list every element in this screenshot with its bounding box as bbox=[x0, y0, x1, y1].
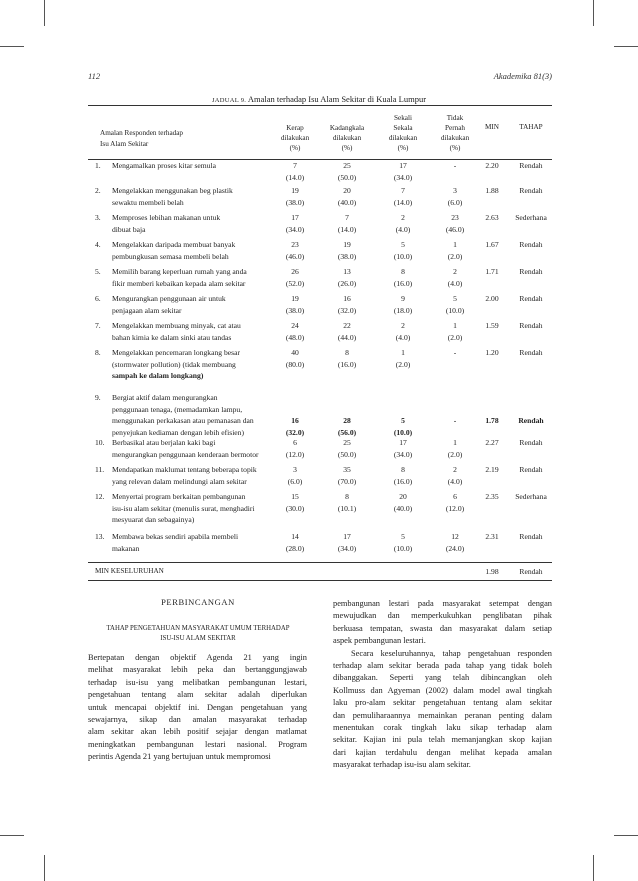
row-description: yang relevan dalam melindungi alam sekitar bbox=[112, 476, 247, 486]
row-description: mengurangkan penggunaan kenderaan bermotor bbox=[112, 449, 259, 459]
cell-kadang-percent: (38.0) bbox=[337, 251, 357, 261]
row-description: bahan kimia ke dalam sinki atau tandas bbox=[112, 332, 232, 342]
cell-sekali-percent: (16.0) bbox=[393, 476, 413, 486]
body-line: dari kajian terdahulu dengan melihat kepada amalan bbox=[333, 747, 552, 757]
column-header-sekali: dilakukan bbox=[388, 134, 418, 142]
row-number: 6. bbox=[95, 294, 101, 303]
row-number: 5. bbox=[95, 267, 101, 276]
row-number: 1. bbox=[95, 161, 101, 170]
body-line: Bertepatan dengan objektif Agenda 21 yang ingin bbox=[88, 653, 307, 662]
cell-sekali-percent: (16.0) bbox=[393, 278, 413, 288]
cell-kerap-count: 17 bbox=[291, 213, 299, 222]
body-line: dan pemuliharaannya memainkan peranan penting dalam bbox=[333, 710, 552, 720]
cell-kerap-count: 19 bbox=[291, 294, 299, 303]
column-header-sekali: Sekala bbox=[393, 124, 413, 132]
cell-tahap: Rendah bbox=[519, 240, 543, 249]
column-header-tidak: Pernah bbox=[445, 124, 465, 132]
cell-kerap-count: 24 bbox=[291, 321, 299, 330]
row-description: mesyuarat dan sebagainya) bbox=[112, 515, 195, 524]
cell-sekali-percent: (10.0) bbox=[393, 251, 413, 261]
cell-kerap-percent: (46.0) bbox=[285, 251, 305, 261]
subsection-heading-line: TAHAP PENGETAHUAN MASYARAKAT UMUM TERHADAP bbox=[106, 625, 290, 632]
crop-mark bbox=[614, 46, 638, 47]
cell-tahap: Rendah bbox=[519, 438, 543, 447]
body-line: untuk mencapai objektif ini. Dengan pengetahuan yang bbox=[88, 702, 307, 712]
total-min: 1.98 bbox=[485, 567, 499, 576]
total-label: MIN KESELURUHAN bbox=[95, 567, 164, 575]
cell-kerap-percent: (52.0) bbox=[285, 278, 305, 288]
cell-min: 2.35 bbox=[485, 492, 499, 501]
cell-kadang-percent: (26.0) bbox=[337, 278, 357, 288]
cell-kerap-count: 6 bbox=[293, 438, 297, 447]
row-number: 11. bbox=[95, 465, 105, 474]
total-tahap: Rendah bbox=[519, 567, 543, 576]
body-line: laku pro-alam sekitar pengetahuan tentang alam sekitar bbox=[333, 698, 552, 708]
cell-kadang-count: 7 bbox=[345, 213, 349, 222]
body-line: aspek pembangunan lestari. bbox=[333, 636, 426, 646]
column-header-tahap: TAHAP bbox=[519, 123, 543, 131]
cell-sekali-percent: (40.0) bbox=[393, 503, 413, 513]
cell-tidak-count: 12 bbox=[451, 532, 459, 541]
row-description: fikir memberi kebaikan kepada alam sekitar bbox=[112, 278, 246, 288]
crop-mark bbox=[44, 855, 45, 881]
column-header-tidak: dilakukan bbox=[440, 134, 470, 142]
cell-kadang-percent: (56.0) bbox=[337, 427, 357, 437]
cell-sekali-count: 5 bbox=[401, 416, 405, 425]
row-description: Mengelakkan daripada membuat banyak bbox=[112, 240, 236, 249]
cell-kadang-percent: (50.0) bbox=[337, 449, 357, 459]
cell-sekali-count: 8 bbox=[401, 267, 405, 276]
cell-min: 2.63 bbox=[485, 213, 499, 222]
cell-min: 1.59 bbox=[485, 321, 499, 330]
cell-tidak-count: 23 bbox=[451, 213, 459, 222]
body-line: masyarakat terhadap isu-isu alam sekitar. bbox=[333, 760, 471, 770]
cell-tidak-count: 5 bbox=[453, 294, 457, 303]
cell-kerap-count: 15 bbox=[291, 492, 299, 501]
cell-kadang-percent: (70.0) bbox=[337, 476, 357, 486]
row-number: 9. bbox=[95, 393, 101, 402]
body-line: pembangunan lestari pada masyarakat setempat dengan bbox=[333, 599, 552, 608]
body-line: Kollmuss dan Agyeman (2002) dalam model awal tingkah bbox=[333, 685, 552, 695]
cell-kadang-percent: (14.0) bbox=[337, 224, 357, 234]
body-line: sewajarnya, sikap dan amalan masyarakat terhadap bbox=[88, 715, 307, 725]
cell-kerap-count: 7 bbox=[293, 161, 297, 170]
row-description: Membawa bekas sendiri apabila membeli bbox=[112, 532, 239, 541]
cell-tahap: Rendah bbox=[519, 321, 543, 330]
cell-tidak-count: 1 bbox=[453, 321, 457, 330]
row-description: Mengelakkan membuang minyak, cat atau bbox=[112, 321, 241, 330]
cell-min: 2.00 bbox=[485, 294, 499, 303]
row-description: Mengelakkan menggunakan beg plastik bbox=[112, 186, 233, 195]
column-header-sekali: (%) bbox=[397, 144, 409, 152]
journal-title: Akademika 81(3) bbox=[493, 71, 552, 81]
cell-sekali-percent: (4.0) bbox=[395, 224, 411, 234]
cell-sekali-percent: (4.0) bbox=[395, 332, 411, 342]
row-description: sewaktu membeli belah bbox=[112, 197, 184, 207]
cell-tidak-count: 3 bbox=[453, 186, 457, 195]
cell-tidak-count: 1 bbox=[453, 240, 457, 249]
cell-sekali-count: 9 bbox=[401, 294, 405, 303]
column-header-kerap: dilakukan bbox=[280, 134, 310, 142]
cell-kerap-percent: (38.0) bbox=[285, 305, 305, 315]
cell-kerap-percent: (34.0) bbox=[285, 224, 305, 234]
cell-kadang-count: 8 bbox=[345, 492, 349, 501]
cell-kadang-count: 16 bbox=[343, 294, 351, 303]
body-line: meningkatkan pembangunan lestari nasional. Program bbox=[88, 739, 307, 749]
column-header-kerap: (%) bbox=[289, 144, 301, 152]
cell-min: 1.20 bbox=[485, 348, 499, 357]
cell-sekali-count: 5 bbox=[401, 532, 405, 541]
row-number: 10. bbox=[95, 438, 105, 447]
column-header-min: MIN bbox=[485, 123, 499, 131]
table-caption bbox=[0, 94, 638, 104]
cell-kerap-percent: (38.0) bbox=[285, 197, 305, 207]
row-number: 7. bbox=[95, 321, 101, 330]
column-header-practice: Amalan Responden terhadap bbox=[100, 129, 184, 137]
row-number: 4. bbox=[95, 240, 101, 249]
column-header-tidak: Tidak bbox=[446, 114, 464, 122]
cell-kerap-count: 23 bbox=[291, 240, 299, 249]
cell-sekali-count: 1 bbox=[401, 348, 405, 357]
cell-tidak-percent: (6.0) bbox=[447, 197, 463, 207]
cell-kerap-count: 26 bbox=[291, 267, 299, 276]
crop-mark bbox=[614, 835, 638, 836]
cell-sekali-percent: (34.0) bbox=[393, 172, 413, 182]
cell-kadang-percent: (16.0) bbox=[337, 359, 357, 369]
cell-sekali-count: 17 bbox=[399, 438, 407, 447]
cell-kadang-count: 8 bbox=[345, 348, 349, 357]
row-description: Mengamalkan proses kitar semula bbox=[112, 161, 216, 170]
column-header-sekali: Sekali bbox=[394, 114, 412, 122]
cell-min: 2.31 bbox=[485, 532, 499, 541]
cell-kadang-count: 25 bbox=[343, 161, 351, 170]
body-line: sekitar. Kajian ini pula telah memanjangkan skop kajian bbox=[333, 735, 552, 745]
column-header-kadang: dilakukan bbox=[332, 134, 362, 142]
row-description: penjagaan alam sekitar bbox=[112, 305, 182, 315]
cell-min: 1.88 bbox=[485, 186, 499, 195]
cell-kadang-count: 17 bbox=[343, 532, 351, 541]
column-header-kerap: Kerap bbox=[286, 124, 304, 132]
section-heading: PERBINCANGAN bbox=[161, 597, 235, 607]
cell-kadang-percent: (44.0) bbox=[337, 332, 357, 342]
cell-min: 2.27 bbox=[485, 438, 499, 447]
row-number: 13. bbox=[95, 532, 105, 541]
cell-tahap: Sederhana bbox=[515, 213, 547, 222]
row-description: Mendapatkan maklumat tentang beberapa topik bbox=[112, 465, 257, 474]
cell-kadang-count: 25 bbox=[343, 438, 351, 447]
body-line: menentukan corak tingkah laku sikap terhadap alam bbox=[333, 723, 552, 733]
cell-tidak-percent: (2.0) bbox=[447, 449, 463, 459]
cell-sekali-percent: (18.0) bbox=[393, 305, 413, 315]
row-description: (stormwater pollution) (tidak membuang bbox=[112, 359, 236, 369]
cell-sekali-percent: (10.0) bbox=[393, 427, 413, 437]
column-header-kadang: (%) bbox=[341, 144, 353, 152]
cell-tidak-count: - bbox=[453, 416, 457, 425]
table-rule bbox=[88, 105, 552, 106]
crop-mark bbox=[593, 0, 594, 26]
row-description: makanan bbox=[112, 543, 140, 553]
cell-kerap-percent: (32.0) bbox=[285, 427, 305, 437]
crop-mark bbox=[593, 855, 594, 881]
body-line: alam sekitar akan lebih positif sejajar dengan matlamat bbox=[88, 727, 307, 737]
row-description: Memproses lebihan makanan untuk bbox=[112, 213, 221, 222]
cell-tidak-count: 2 bbox=[453, 465, 457, 474]
body-text-right bbox=[333, 598, 552, 772]
body-line: dibanggakan. Seperti yang telah dibincangkan oleh bbox=[333, 673, 552, 683]
cell-sekali-count: 17 bbox=[399, 161, 407, 170]
cell-tahap: Rendah bbox=[519, 348, 543, 357]
body-line: terhadap isu-isu yang melibatkan pembangunan lestari, bbox=[88, 677, 307, 687]
cell-kerap-count: 16 bbox=[291, 416, 299, 425]
cell-kadang-count: 35 bbox=[343, 465, 351, 474]
cell-min: 1.67 bbox=[485, 240, 499, 249]
cell-sekali-count: 20 bbox=[399, 492, 407, 501]
cell-tahap: Rendah bbox=[519, 186, 543, 195]
crop-mark bbox=[44, 0, 45, 26]
page-number: 112 bbox=[88, 71, 101, 81]
cell-min: 2.20 bbox=[485, 161, 499, 170]
cell-tidak-count: 1 bbox=[453, 438, 457, 447]
cell-tidak-percent: (24.0) bbox=[445, 543, 465, 553]
table-caption-label: JADUAL 9. bbox=[211, 97, 247, 104]
row-description: menggunakan perkakasan atau pemanasan dan bbox=[112, 416, 254, 425]
cell-min: 2.19 bbox=[485, 465, 499, 474]
cell-tahap: Rendah bbox=[519, 294, 543, 303]
cell-kadang-percent: (34.0) bbox=[337, 543, 357, 553]
table-rule bbox=[88, 562, 552, 563]
body-line: Secara keseluruhannya, tahap pengetahuan responden bbox=[351, 648, 552, 658]
cell-tidak-count: - bbox=[453, 161, 457, 170]
column-header-kadang: Kadangkala bbox=[329, 124, 365, 132]
cell-kerap-count: 19 bbox=[291, 186, 299, 195]
row-number: 12. bbox=[95, 492, 105, 501]
cell-tahap: Rendah bbox=[519, 161, 543, 170]
cell-sekali-percent: (14.0) bbox=[393, 197, 413, 207]
cell-kadang-percent: (32.0) bbox=[337, 305, 357, 315]
row-description: isu-isu alam sekitar (menulis surat, menghadiri bbox=[112, 503, 255, 513]
cell-tidak-count: 2 bbox=[453, 267, 457, 276]
cell-tahap: Rendah bbox=[519, 267, 543, 276]
cell-sekali-percent: (10.0) bbox=[393, 543, 413, 553]
cell-tidak-percent: (2.0) bbox=[447, 332, 463, 342]
cell-kerap-count: 40 bbox=[291, 348, 299, 357]
row-number: 3. bbox=[95, 213, 101, 222]
body-line: melihat masyarakat lebih peka dan bertanggungjawab bbox=[88, 665, 307, 675]
cell-kerap-count: 3 bbox=[293, 465, 297, 474]
cell-sekali-count: 8 bbox=[401, 465, 405, 474]
cell-tidak-percent: (4.0) bbox=[447, 278, 463, 288]
cell-sekali-count: 5 bbox=[401, 240, 405, 249]
body-text-left bbox=[88, 652, 307, 764]
column-header-tidak: (%) bbox=[449, 144, 461, 152]
cell-tidak-percent: (2.0) bbox=[447, 251, 463, 261]
cell-sekali-percent: (34.0) bbox=[393, 449, 413, 459]
row-description: Bergiat aktif dalam mengurangkan bbox=[112, 393, 218, 402]
row-description: Mengelakkan pencemaran longkang besar bbox=[112, 348, 240, 357]
cell-sekali-count: 7 bbox=[401, 186, 405, 195]
row-number: 8. bbox=[95, 348, 101, 357]
body-line: mewujudkan dan memperkukuhkan penglibatan pihak bbox=[333, 611, 552, 621]
cell-kadang-count: 19 bbox=[343, 240, 351, 249]
row-description: Menyertai program berkaitan pembangunan bbox=[112, 492, 246, 501]
crop-mark bbox=[0, 835, 24, 836]
cell-tahap: Rendah bbox=[518, 416, 544, 425]
body-line: terhadap alam sekitar berada pada tahap yang tidak boleh bbox=[333, 661, 552, 671]
cell-min: 1.78 bbox=[485, 416, 499, 425]
cell-kerap-percent: (28.0) bbox=[285, 543, 305, 553]
cell-tidak-count: - bbox=[453, 348, 457, 357]
row-description: sampah ke dalam longkang) bbox=[112, 371, 204, 380]
cell-tidak-percent: (10.0) bbox=[445, 305, 465, 315]
row-description: pembungkusan semasa membeli belah bbox=[112, 251, 229, 261]
row-description: penyejukan kediaman dengan lebih efisien) bbox=[112, 427, 244, 437]
cell-min: 1.71 bbox=[485, 267, 499, 276]
cell-kerap-count: 14 bbox=[291, 532, 299, 541]
cell-kerap-percent: (12.0) bbox=[285, 449, 305, 459]
cell-tahap: Rendah bbox=[519, 465, 543, 474]
cell-kerap-percent: (6.0) bbox=[287, 476, 303, 486]
cell-kadang-count: 20 bbox=[343, 186, 351, 195]
cell-sekali-count: 2 bbox=[401, 321, 405, 330]
cell-kerap-percent: (30.0) bbox=[285, 503, 305, 513]
cell-tidak-percent: (46.0) bbox=[445, 224, 465, 234]
column-header-practice: Isu Alam Sekitar bbox=[100, 140, 149, 148]
cell-kadang-count: 22 bbox=[343, 321, 351, 330]
table-rule bbox=[88, 580, 552, 581]
crop-mark bbox=[0, 46, 24, 47]
row-description: penggunaan tenaga, (memadamkan lampu, bbox=[112, 404, 243, 414]
cell-kadang-count: 13 bbox=[343, 267, 351, 276]
cell-tidak-percent: (4.0) bbox=[447, 476, 463, 486]
cell-sekali-percent: (2.0) bbox=[395, 359, 411, 369]
cell-kadang-percent: (40.0) bbox=[337, 197, 357, 207]
subsection-heading bbox=[88, 624, 308, 644]
cell-kadang-count: 28 bbox=[343, 416, 351, 425]
cell-kerap-percent: (14.0) bbox=[285, 172, 305, 182]
cell-tidak-count: 6 bbox=[453, 492, 457, 501]
row-description: dibuat baja bbox=[112, 224, 146, 234]
table-caption-text: Amalan terhadap Isu Alam Sekitar di Kuala Lumpur bbox=[247, 94, 427, 104]
cell-kadang-percent: (10.1) bbox=[337, 503, 357, 513]
row-description: Memilih barang keperluan rumah yang anda bbox=[112, 267, 247, 276]
cell-tahap: Sederhana bbox=[515, 492, 547, 501]
body-line: berkuasa tempatan, swasta dan masyarakat dalam setiap bbox=[333, 623, 552, 633]
row-number: 2. bbox=[95, 186, 101, 195]
body-line: pengetahuan tentang alam sekitar adalah diperlukan bbox=[88, 690, 307, 700]
cell-tahap: Rendah bbox=[519, 532, 543, 541]
cell-tidak-percent: (12.0) bbox=[445, 503, 465, 513]
cell-kerap-percent: (48.0) bbox=[285, 332, 305, 342]
body-line: perintis Agenda 21 yang bertujuan untuk mempromosi bbox=[88, 752, 271, 762]
cell-sekali-count: 2 bbox=[401, 213, 405, 222]
subsection-heading-line: ISU-ISU ALAM SEKITAR bbox=[160, 635, 236, 642]
row-description: Mengurangkan penggunaan air untuk bbox=[112, 294, 226, 303]
cell-kadang-percent: (50.0) bbox=[337, 172, 357, 182]
cell-kerap-percent: (80.0) bbox=[285, 359, 305, 369]
row-description: Berbasikal atau berjalan kaki bagi bbox=[112, 438, 216, 447]
